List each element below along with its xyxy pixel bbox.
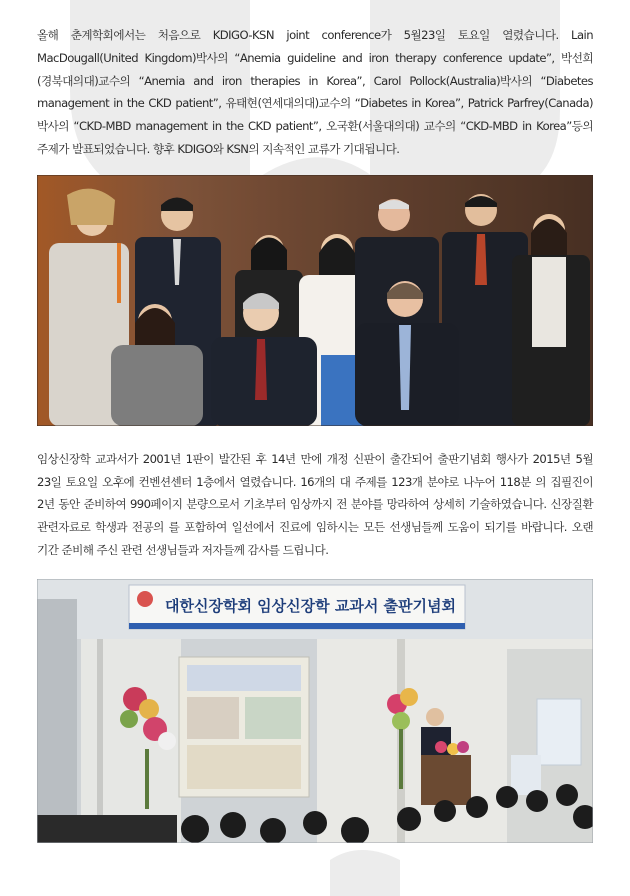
ceremony-photo: [37, 579, 593, 843]
banner-text: 대한신장학회 임상신장학 교과서 출판기념회: [165, 596, 456, 615]
paragraph-textbook-launch: 임상신장학 교과서가 2001년 1판이 발간된 후 14년 만에 개정 신판이 출간되어 출판기념회 행사가 2015년 5월 23일 토요일 오후에 컨벤션센터 1층에서 열렸습니다. 16개의 대 주제를 123개 분야로 나누어 118분 의 집필진이 2년 동안 준비하여 990페이지 분량으로서 기초부터 임상까지 전 분야를 망라하여 상세히 기술하였습니다. 신장질환 관련자료로 학생과 전공의 를 포함하여 일선에서 진료에 임하시는 모든 선생님들께 도움이 되기를 바랍니다. 오랜 기간 준비해 주신 관련 선생님들과 저자들께 감사를 드립니다.: [37, 451, 593, 557]
group-photo: [37, 175, 593, 426]
paragraph-kdigo-conference: 올해 춘계학회에서는 처음으로 KDIGO-KSN joint conference가 5월23일 토요일 열렸습니다. Lain MacDougall(United Kingdom)박사의 “Anemia guideline and iron therapy conference update”, 박선희(경북대의대)교수의 “Anemia and iron therapies in Korea”, Carol Pollock(Australia)박사의 “Diabetes management in the CKD patient”, 유태현(연세대의대)교수의 “Diabetes in Korea”, Patrick Parfrey(Canada)박사의 “CKD-MBD management in the CKD patient”, 오국환(서울대의대) 교수의 “CKD-MBD in Korea”등의 주제가 발표되었습니다. 향후 KDIGO와 KSN의 지속적인 교류가 기대됩니다.: [37, 28, 593, 156]
